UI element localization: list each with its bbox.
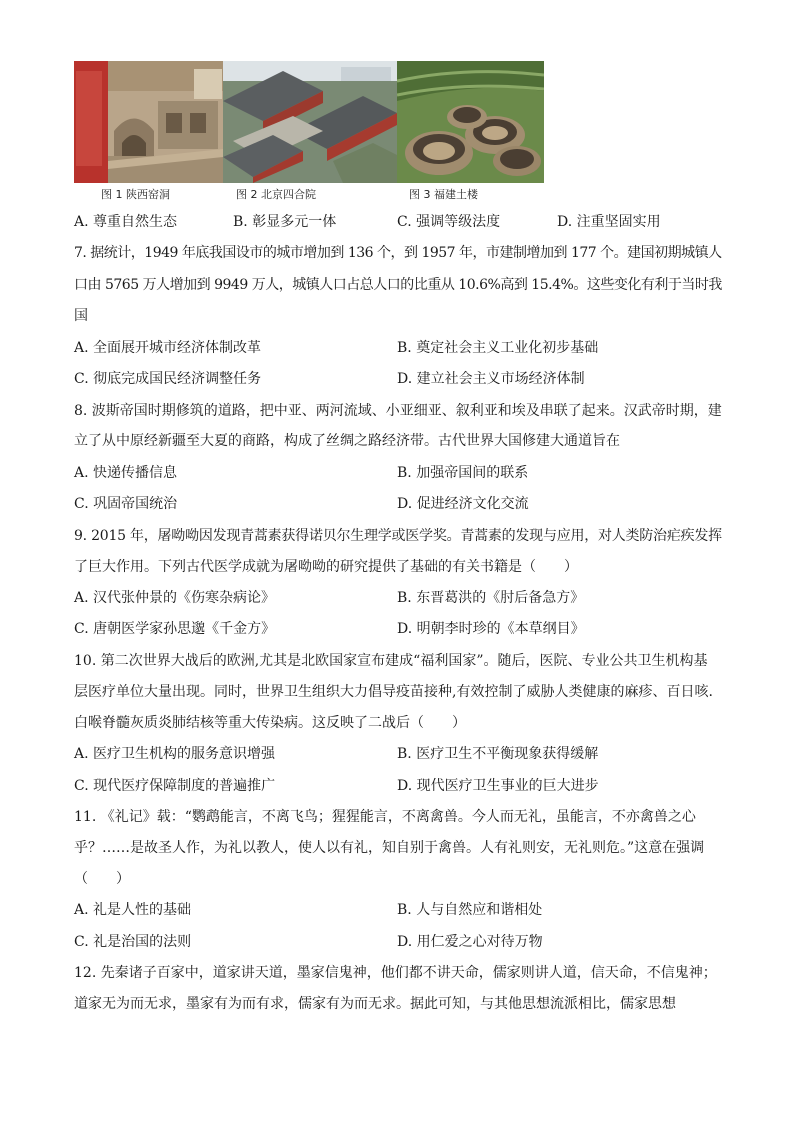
q12-stem-line-2: 道家无为而无求，墨家有为而有求，儒家有为而无求。据此可知，与其他思想流派相比，儒家思想 [74,996,676,1012]
q7-option-b: B. 奠定社会主义工业化初步基础 [397,340,599,356]
q12-stem-line-1: 12. 先秦诸子百家中，道家讲天道，墨家信鬼神，他们都不讲天命，儒家则讲人道，信天命，不信鬼神； [74,965,717,981]
q7-option-c: C. 彻底完成国民经济调整任务 [74,371,262,387]
q8-option-c: C. 巩固帝国统治 [74,496,178,512]
q8-stem-line-2: 立了从中原经新疆至大夏的商路，构成了丝绸之路经济带。古代世界大国修建大通道旨在 [74,433,620,449]
q9-option-b: B. 东晋葛洪的《肘后备急方》 [397,590,585,606]
figure-3-caption: 图 3 福建土楼 [409,188,478,201]
figure-strip [74,61,544,183]
cave-dwelling-photo [74,61,223,183]
q7-stem-line-2: 口由 5765 万人增加到 9949 万人，城镇人口占总人口的比重从 10.6%高到 15.4%。这些变化有利于当时我 [74,277,722,293]
q6-option-d: D. 注重坚固实用 [557,214,661,230]
q10-option-a: A. 医疗卫生机构的服务意识增强 [74,746,276,762]
q11-option-c: C. 礼是治国的法则 [74,934,192,950]
q11-stem-line-2: 乎？……是故圣人作，为礼以教人，使人以有礼，知自别于禽兽。人有礼则安，无礼则危。”这意在强调 [74,840,705,856]
q8-option-d: D. 促进经济文化交流 [397,496,529,512]
q11-option-b: B. 人与自然应和谐相处 [397,902,543,918]
q7-option-a: A. 全面展开城市经济体制改革 [74,340,262,356]
figure-1-caption: 图 1 陕西窑洞 [101,188,170,201]
q7-stem-line-3: 国 [74,308,88,324]
q10-stem-line-3: 白喉脊髓灰质炎肺结核等重大传染病。这反映了二战后（ ） [74,715,466,731]
q11-stem-line-1: 11. 《礼记》载：“鹦鹉能言，不离飞鸟；猩猩能言，不离禽兽。今人而无礼，虽能言，不亦禽兽之心 [74,809,696,825]
q10-stem-line-1: 10. 第二次世界大战后的欧洲,尤其是北欧国家宣布建成“福利国家”。随后，医院、专业公共卫生机构基 [74,653,708,669]
q9-option-a: A. 汉代张仲景的《伤寒杂病论》 [74,590,276,606]
q11-option-a: A. 礼是人性的基础 [74,902,192,918]
q9-stem-line-1: 9. 2015 年，屠呦呦因发现青蒿素获得诺贝尔生理学或医学奖。青蒿素的发现与应用，对人类防治疟疾发挥 [74,528,722,544]
q9-stem-line-2: 了巨大作用。下列古代医学成就为屠呦呦的研究提供了基础的有关书籍是（ ） [74,559,578,575]
q10-option-b: B. 医疗卫生不平衡现象获得缓解 [397,746,599,762]
q8-stem-line-1: 8. 波斯帝国时期修筑的道路，把中亚、两河流域、小亚细亚、叙利亚和埃及串联了起来。汉武帝时期，建 [74,403,722,419]
q7-option-d: D. 建立社会主义市场经济体制 [397,371,585,387]
courtyard-house-photo [223,61,397,183]
figure-2-caption: 图 2 北京四合院 [236,188,316,201]
q10-stem-line-2: 层医疗单位大量出现。同时，世界卫生组织大力倡导疫苗接种,有效控制了威胁人类健康的麻疹、百日咳. [74,684,713,700]
q10-option-c: C. 现代医疗保障制度的普遍推广 [74,778,276,794]
q9-option-c: C. 唐朝医学家孙思邈《千金方》 [74,621,276,637]
q11-stem-line-3: （ ） [74,871,130,887]
q9-option-d: D. 明朝李时珍的《本草纲目》 [397,621,585,637]
q8-option-a: A. 快递传播信息 [74,465,178,481]
tulou-photo [397,61,544,183]
q6-option-b: B. 彰显多元一体 [233,214,337,230]
q6-option-c: C. 强调等级法度 [397,214,501,230]
q6-option-a: A. 尊重自然生态 [74,214,178,230]
q8-option-b: B. 加强帝国间的联系 [397,465,529,481]
q7-stem-line-1: 7. 据统计，1949 年底我国设市的城市增加到 136 个，到 1957 年，市建制增加到 177 个。建国初期城镇人 [74,245,722,261]
q10-option-d: D. 现代医疗卫生事业的巨大进步 [397,778,599,794]
q11-option-d: D. 用仁爱之心对待万物 [397,934,543,950]
